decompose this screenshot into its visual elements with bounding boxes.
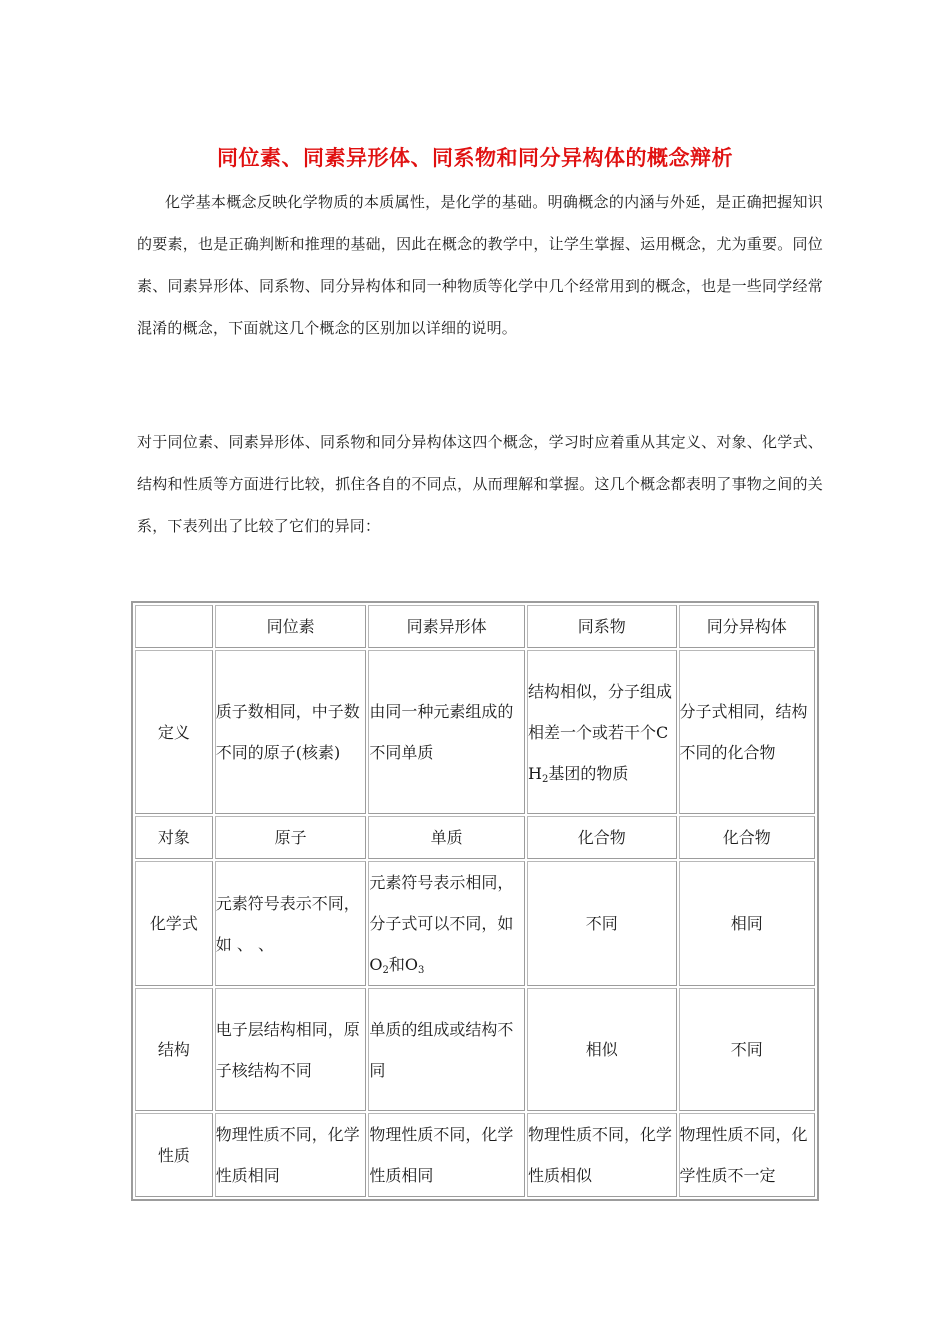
cell-object-allotrope: 单质	[368, 816, 525, 859]
cell-property-isomer: 物理性质不同，化学性质不一定	[679, 1113, 815, 1197]
comparison-paragraph: 对于同位素、同素异形体、同系物和同分异构体这四个概念，学习时应着重从其定义、对象、化学式、结构和性质等方面进行比较，抓住各自的不同点，从而理解和掌握。这几个概念都表明了事物之间的关系，下表列出了比较了它们的异同：	[137, 433, 823, 535]
row-label-definition: 定义	[135, 650, 213, 814]
row-label-object: 对象	[135, 816, 213, 859]
row-label-structure: 结构	[135, 988, 213, 1111]
header-cell-empty	[135, 605, 213, 648]
header-cell-isotope: 同位素	[215, 605, 367, 648]
cell-formula-allotrope	[368, 861, 525, 986]
cell-definition-isotope: 质子数相同，中子数不同的原子(核素)	[215, 650, 367, 814]
allotrope-formula-text-a: 元素符号表示相同，分子式可以不同，如O	[369, 873, 514, 974]
allotrope-formula-text-mid: 和O	[388, 955, 418, 974]
header-cell-homolog: 同系物	[527, 605, 677, 648]
allotrope-formula-subscript-1: 2	[382, 965, 389, 976]
header-cell-allotrope: 同素异形体	[368, 605, 525, 648]
intro-paragraph: 化学基本概念反映化学物质的本质属性，是化学的基础。明确概念的内涵与外延，是正确把握知识的要素，也是正确判断和推理的基础，因此在概念的教学中，让学生掌握、运用概念，尤为重要。同位素、同素异形体、同系物、同分异构体和同一种物质等化学中几个经常用到的概念，也是一些同学经常混淆的概念，下面就这几个概念的区别加以详细的说明。	[137, 193, 823, 337]
homolog-def-subscript: 2	[541, 773, 549, 785]
concept-comparison-table	[131, 601, 819, 1201]
homolog-def-text-b: 基团的物质	[548, 763, 629, 783]
cell-object-homolog: 化合物	[527, 816, 677, 859]
table-row-property	[135, 1113, 815, 1197]
cell-property-isotope: 物理性质不同，化学性质相同	[215, 1113, 367, 1197]
header-cell-isomer: 同分异构体	[679, 605, 815, 648]
row-label-property: 性质	[135, 1113, 213, 1197]
cell-definition-homolog	[527, 650, 677, 814]
cell-object-isotope: 原子	[215, 816, 367, 859]
cell-formula-homolog: 不同	[527, 861, 677, 986]
page-title: 同位素、同素异形体、同系物和同分异构体的概念辩析	[217, 146, 733, 170]
cell-structure-allotrope: 单质的组成或结构不同	[368, 988, 525, 1111]
allotrope-formula-subscript-2: 3	[418, 965, 425, 976]
table-row-definition	[135, 650, 815, 814]
table-row-formula	[135, 861, 815, 986]
table-row-object	[135, 816, 815, 859]
cell-formula-isotope: 元素符号表示不同，如 、 、	[215, 861, 367, 986]
cell-definition-isomer: 分子式相同，结构不同的化合物	[679, 650, 815, 814]
cell-definition-allotrope: 由同一种元素组成的不同单质	[368, 650, 525, 814]
cell-structure-isotope: 电子层结构相同，原子核结构不同	[215, 988, 367, 1111]
table-row-structure	[135, 988, 815, 1111]
cell-formula-isomer: 相同	[679, 861, 815, 986]
cell-structure-isomer: 不同	[679, 988, 815, 1111]
table-header-row	[135, 605, 815, 648]
cell-property-homolog: 物理性质不同，化学性质相似	[527, 1113, 677, 1197]
homolog-def-text-a: 结构相似，分子组成相差一个或若干个CH	[528, 681, 673, 783]
row-label-formula: 化学式	[135, 861, 213, 986]
cell-property-allotrope: 物理性质不同，化学性质相同	[368, 1113, 525, 1197]
cell-structure-homolog: 相似	[527, 988, 677, 1111]
cell-object-isomer: 化合物	[679, 816, 815, 859]
